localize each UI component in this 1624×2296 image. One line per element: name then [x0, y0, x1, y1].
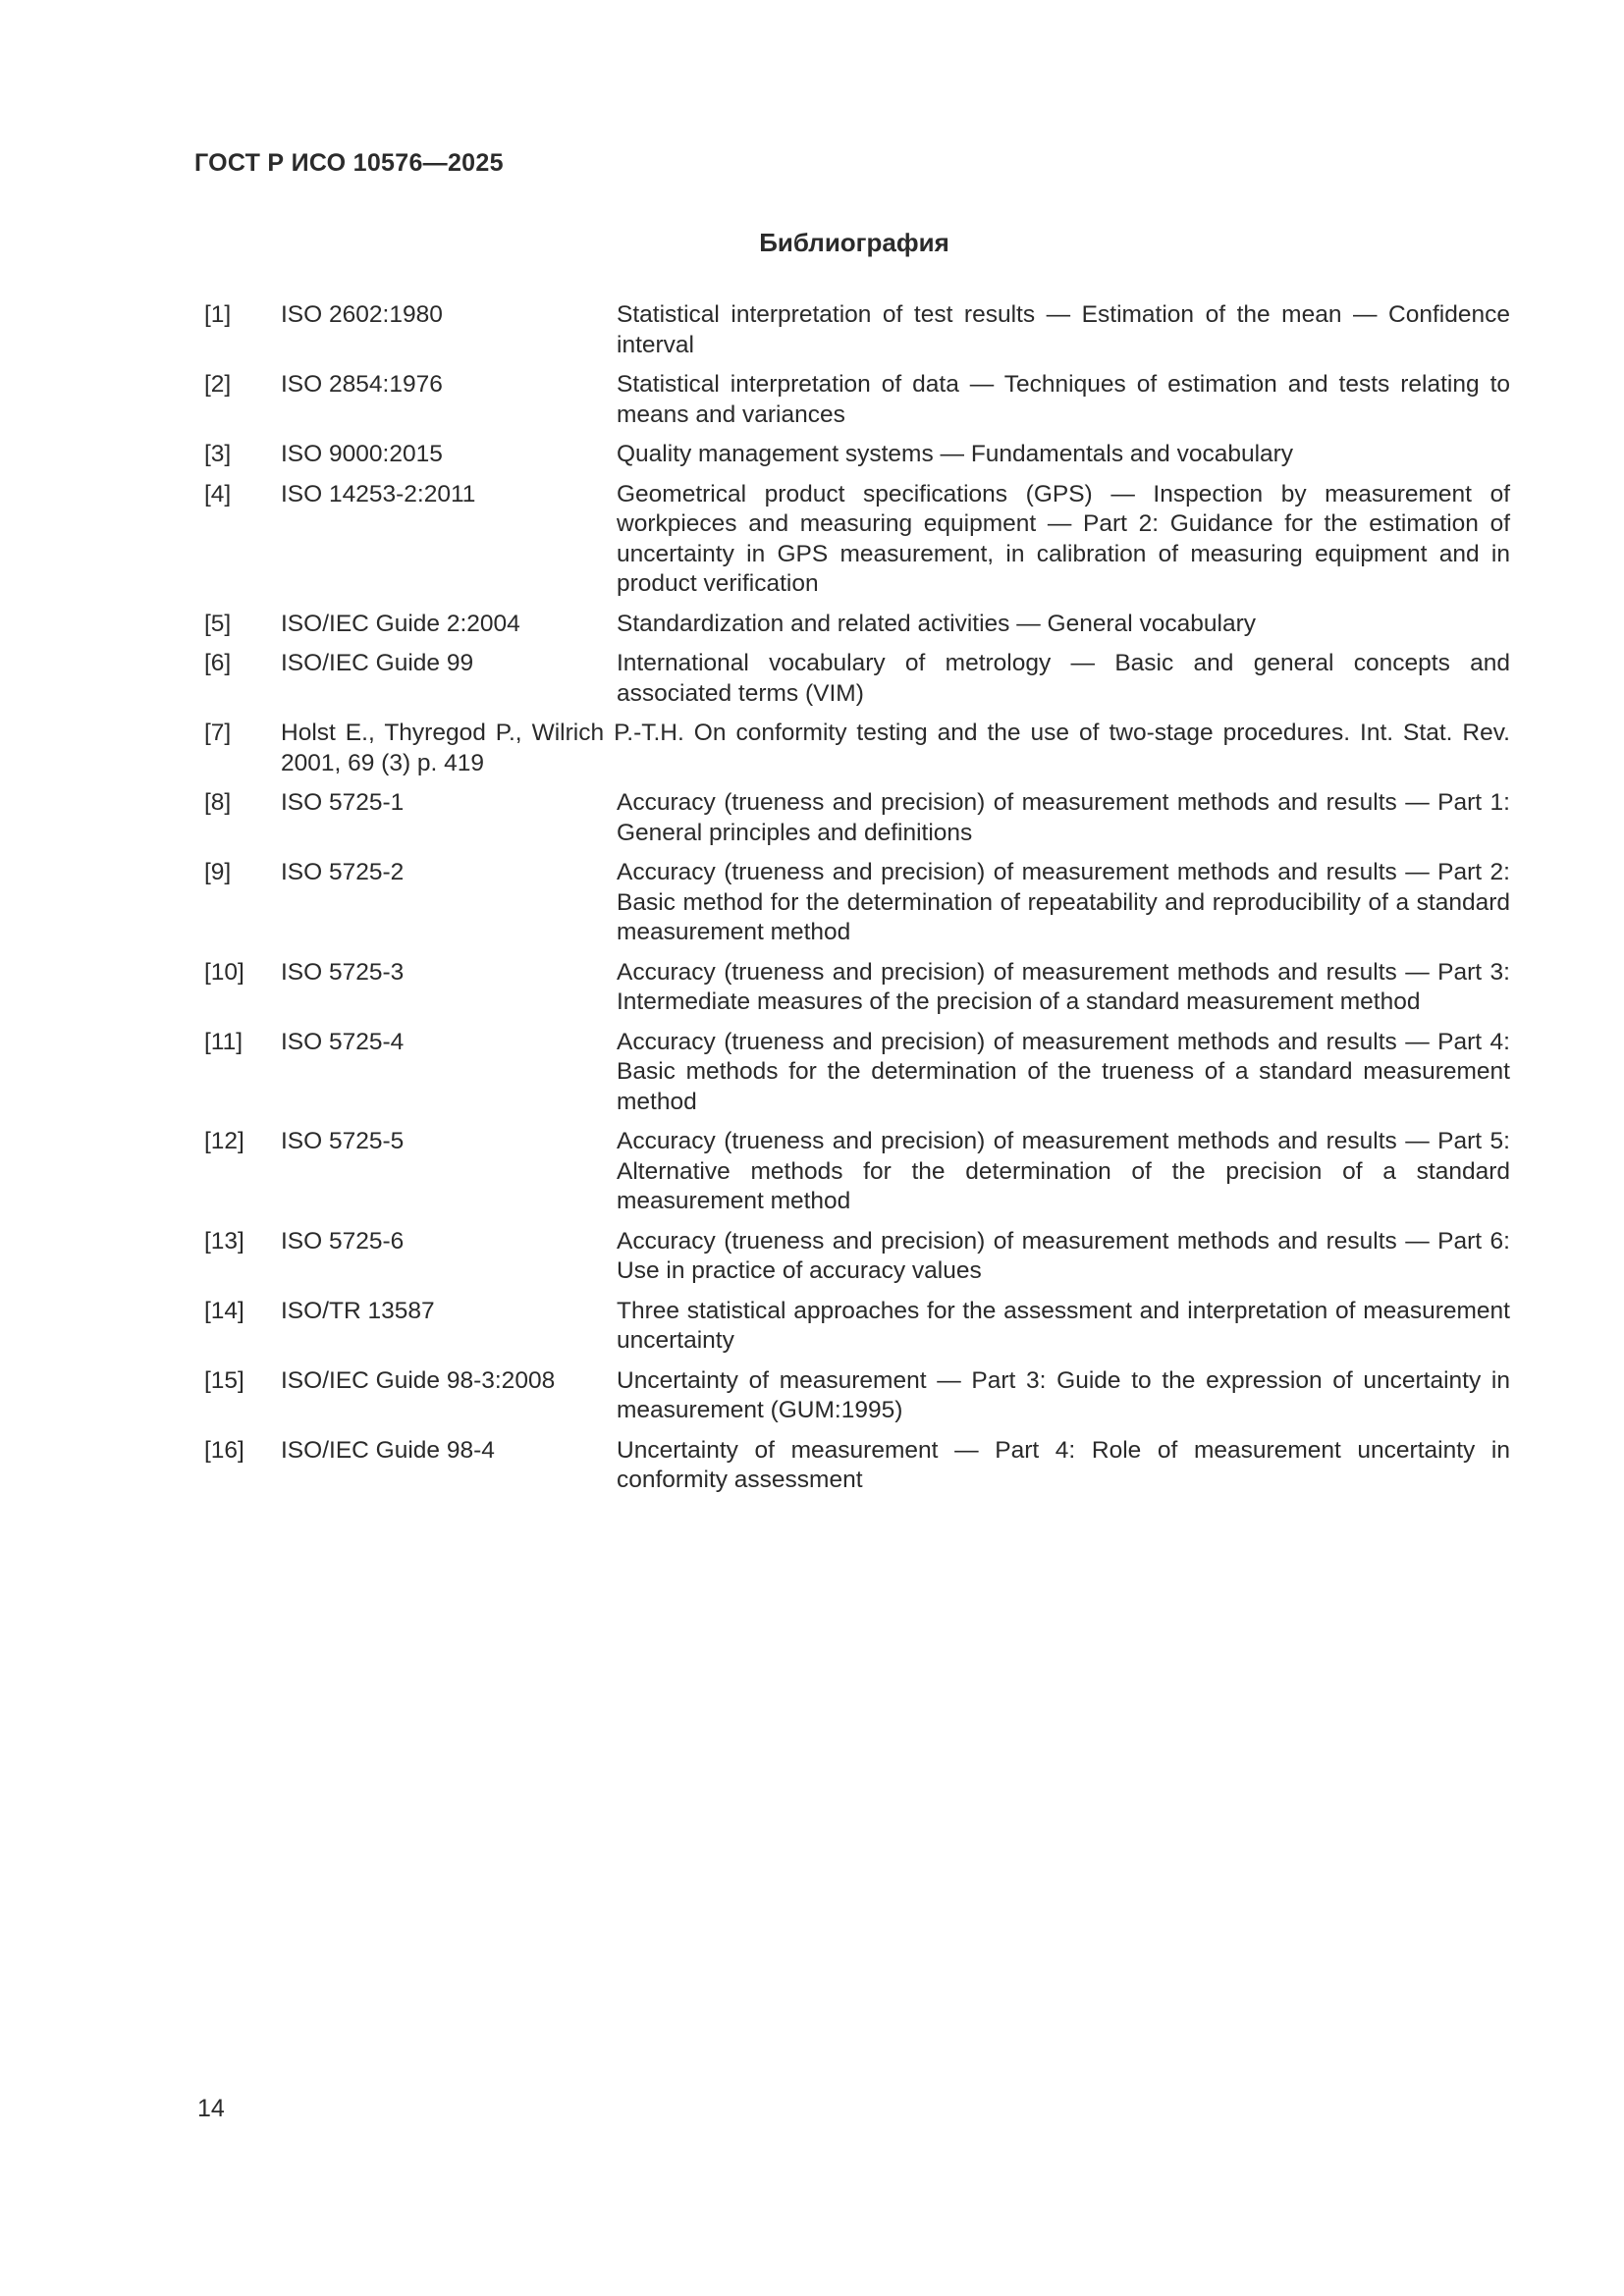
entry-number: [16] [204, 1436, 244, 1464]
entry-number: [8] [204, 789, 232, 816]
entry-number: [4] [204, 480, 232, 507]
entry-reference: ISO 5725-6 [281, 1227, 405, 1255]
bib-entry [204, 1127, 1510, 1217]
bib-entry [204, 719, 1510, 778]
entry-reference: ISO 2854:1976 [281, 371, 443, 398]
entry-number: [9] [204, 859, 232, 885]
bibliography-list [204, 300, 1510, 1506]
entry-reference: ISO/TR 13587 [281, 1297, 435, 1324]
bib-entry [204, 788, 1510, 848]
entry-description: Quality management systems — Fundamentals and vocabulary [617, 441, 1294, 467]
entry-description: Geometrical product specifications (GPS) — Inspection by measurement of workpieces and measuring equipment — Part 2: Guidance for the estimation of uncertainty in GPS measurement, in calibration of measuring equipment and in product verification [617, 480, 1510, 597]
document-code: ГОСТ Р ИСО 10576—2025 [194, 149, 504, 177]
entry-description: Three statistical approaches for the assessment and interpretation of measurement uncertainty [617, 1297, 1510, 1354]
bib-entry [204, 610, 1510, 640]
entry-reference: ISO 5725-5 [281, 1128, 405, 1154]
bib-entry [204, 440, 1510, 470]
entry-description: Accuracy (trueness and precision) of measurement methods and results — Part 3: Intermediate measures of the precision of a standard measurement method [617, 958, 1510, 1015]
bib-entry [204, 1227, 1510, 1287]
entry-description: Statistical interpretation of data — Techniques of estimation and tests relating to means and variances [617, 371, 1510, 428]
entry-reference: ISO 2602:1980 [281, 301, 443, 328]
bib-entry [204, 1028, 1510, 1118]
entry-number: [6] [204, 650, 232, 676]
entry-number: [14] [204, 1297, 244, 1324]
entry-number: [5] [204, 610, 232, 637]
bib-entry [204, 1366, 1510, 1426]
entry-description: Uncertainty of measurement — Part 4: Role of measurement uncertainty in conformity assessment [617, 1436, 1510, 1493]
entry-reference: ISO/IEC Guide 2:2004 [281, 610, 520, 637]
entry-number: [3] [204, 441, 232, 467]
entry-description: Standardization and related activities — General vocabulary [617, 610, 1256, 637]
entry-description: Uncertainty of measurement — Part 3: Guide to the expression of uncertainty in measurement (GUM:1995) [617, 1366, 1510, 1423]
bib-entry [204, 958, 1510, 1018]
entry-reference: ISO/IEC Guide 98-3:2008 [281, 1366, 556, 1394]
entry-reference: ISO 5725-1 [281, 789, 405, 816]
entry-description: Accuracy (trueness and precision) of measurement methods and results — Part 6: Use in practice of accuracy values [617, 1227, 1510, 1284]
entry-description: Accuracy (trueness and precision) of measurement methods and results — Part 4: Basic methods for the determination of the trueness of a standard measurement method [617, 1028, 1510, 1115]
bib-entry [204, 649, 1510, 709]
entry-reference: ISO 5725-2 [281, 859, 405, 885]
entry-description: Statistical interpretation of test results — Estimation of the mean — Confidence interval [617, 301, 1510, 358]
bib-entry [204, 370, 1510, 430]
entry-reference: ISO/IEC Guide 98-4 [281, 1436, 495, 1464]
page-title: Библиография [759, 228, 949, 257]
entry-reference: ISO/IEC Guide 99 [281, 650, 474, 676]
entry-reference: ISO 5725-3 [281, 958, 405, 986]
entry-number: [1] [204, 301, 232, 328]
bib-entry [204, 300, 1510, 360]
entry-reference: ISO 9000:2015 [281, 441, 443, 467]
entry-number: [10] [204, 958, 244, 986]
entry-reference: ISO 14253-2:2011 [281, 480, 476, 507]
bib-entry [204, 1436, 1510, 1496]
entry-description: Accuracy (trueness and precision) of measurement methods and results — Part 1: General principles and definitions [617, 789, 1510, 846]
entry-number: [7] [204, 720, 232, 746]
entry-number: [12] [204, 1128, 244, 1154]
entry-reference: ISO 5725-4 [281, 1028, 405, 1055]
entry-number: [13] [204, 1227, 244, 1255]
bib-entry [204, 1297, 1510, 1357]
bib-entry [204, 480, 1510, 600]
entry-description: International vocabulary of metrology — Basic and general concepts and associated terms (VIM) [617, 650, 1510, 707]
entry-description: Accuracy (trueness and precision) of measurement methods and results — Part 2: Basic method for the determination of repeatability and reproducibility of a standard measurement method [617, 859, 1510, 945]
page-number: 14 [197, 2095, 225, 2122]
entry-description: Accuracy (trueness and precision) of measurement methods and results — Part 5: Alternative methods for the determination of the precision of a standard measurement method [617, 1128, 1510, 1214]
entry-number: [2] [204, 371, 232, 398]
bib-entry [204, 858, 1510, 948]
entry-number: [11] [204, 1028, 244, 1055]
entry-description: Holst E., Thyregod P., Wilrich P.-T.H. On conformity testing and the use of two-stage procedures. Int. Stat. Rev. 2001, 69 (3) p. 419 [281, 720, 1510, 776]
entry-number: [15] [204, 1366, 244, 1394]
